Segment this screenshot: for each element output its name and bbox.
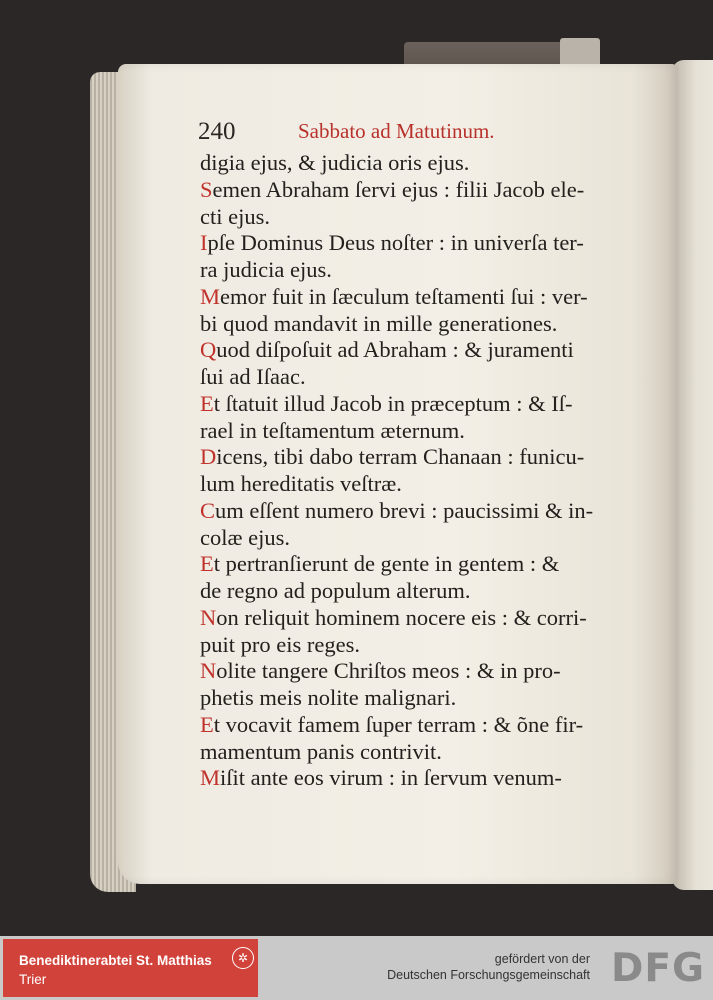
text-line [200, 551, 660, 578]
line-text: colæ ejus. [200, 524, 290, 550]
line-text: digia ejus, & judicia oris ejus. [200, 150, 470, 175]
line-text: um eſſent numero brevi : paucissimi & in- [215, 497, 594, 523]
rubric-initial: E [200, 551, 214, 577]
text-line [200, 391, 660, 418]
facing-page-edge [672, 60, 713, 890]
org-city: Trier [19, 972, 47, 987]
line-text: ra judicia ejus. [200, 257, 332, 282]
text-line [200, 444, 660, 471]
rubric-initial: I [200, 230, 208, 256]
text-line [200, 658, 660, 685]
text-line [200, 525, 660, 552]
line-text: on reliquit hominem nocere eis : & corri- [216, 604, 587, 630]
rubric-initial: M [200, 765, 221, 791]
line-text: t pertranſierunt de gente in gentem : & [213, 551, 560, 577]
text-line [200, 605, 660, 632]
line-text: bi quod mandavit in mille generationes. [200, 310, 558, 336]
rubric-initial: E [200, 390, 214, 416]
text-line [200, 337, 660, 364]
line-text: cti ejus. [200, 203, 270, 229]
line-text: rael in teſtamentum æternum. [200, 417, 465, 443]
dfg-logo[interactable]: DFG [610, 946, 705, 991]
footer-banner [0, 936, 713, 1000]
line-text: icens, tibi dabo terram Chanaan : funicu- [216, 444, 585, 470]
line-text: phetis meis nolite malignari. [200, 685, 457, 710]
page-number: 240 [198, 118, 236, 145]
text-line [200, 257, 660, 284]
text-line [200, 498, 660, 525]
rubric-initial: D [200, 444, 217, 470]
rubric-initial: Q [200, 337, 217, 363]
text-line [200, 632, 660, 659]
line-text: puit pro eis reges. [200, 631, 360, 657]
text-line [200, 471, 660, 498]
rubric-initial: N [200, 604, 217, 630]
line-text: iſit ante eos virum : in ſervum venum- [220, 765, 562, 791]
abbey-logo-icon: ✲ [232, 947, 254, 969]
line-text: de regno ad populum alterum. [200, 578, 471, 603]
text-line [200, 284, 660, 311]
funding-note [387, 951, 590, 983]
line-text: olite tangere Chriſtos meos : & in pro- [216, 658, 561, 684]
funding-line-2: Deutschen Forschungsgemeinschaft [387, 968, 590, 982]
rubric-initial: C [200, 497, 216, 523]
text-line [200, 364, 660, 391]
line-text: mamentum panis contrivit. [200, 738, 442, 764]
rubric-initial: E [200, 711, 214, 737]
org-badge[interactable] [3, 939, 258, 997]
text-line [200, 765, 660, 792]
rubric-initial: S [200, 176, 213, 202]
text-line [200, 712, 660, 739]
rubric-initial: N [200, 658, 217, 684]
line-text: uod diſpoſuit ad Abraham : & juramenti [216, 337, 574, 363]
text-line [200, 177, 660, 204]
line-text: lum hereditatis veſtræ. [200, 471, 402, 496]
text-line [200, 311, 660, 338]
rubric-initial: M [200, 283, 221, 309]
text-line [200, 418, 660, 445]
line-text: t ſtatuit illud Jacob in præceptum : & Iſ- [213, 390, 573, 416]
psalm-text [200, 150, 660, 792]
org-name: Benediktinerabtei St. Matthias [19, 953, 212, 968]
funding-line-1: gefördert von der [494, 952, 590, 966]
text-line [200, 685, 660, 712]
text-line [200, 739, 660, 766]
text-line [200, 578, 660, 605]
line-text: pſe Dominus Deus noſter : in univerſa ter- [207, 230, 584, 256]
page-header [198, 118, 658, 152]
line-text: emor fuit in ſæculum teſtamenti ſui : ver- [220, 283, 588, 309]
running-head: Sabbato ad Matutinum. [298, 119, 495, 143]
text-line [200, 230, 660, 257]
text-line [200, 204, 660, 231]
line-text: emen Abraham ſervi ejus : filii Jacob ele- [212, 176, 585, 202]
line-text: ſui ad Iſaac. [200, 364, 306, 389]
text-line [200, 150, 660, 177]
line-text: t vocavit famem ſuper terram : & õne fir- [213, 711, 584, 737]
